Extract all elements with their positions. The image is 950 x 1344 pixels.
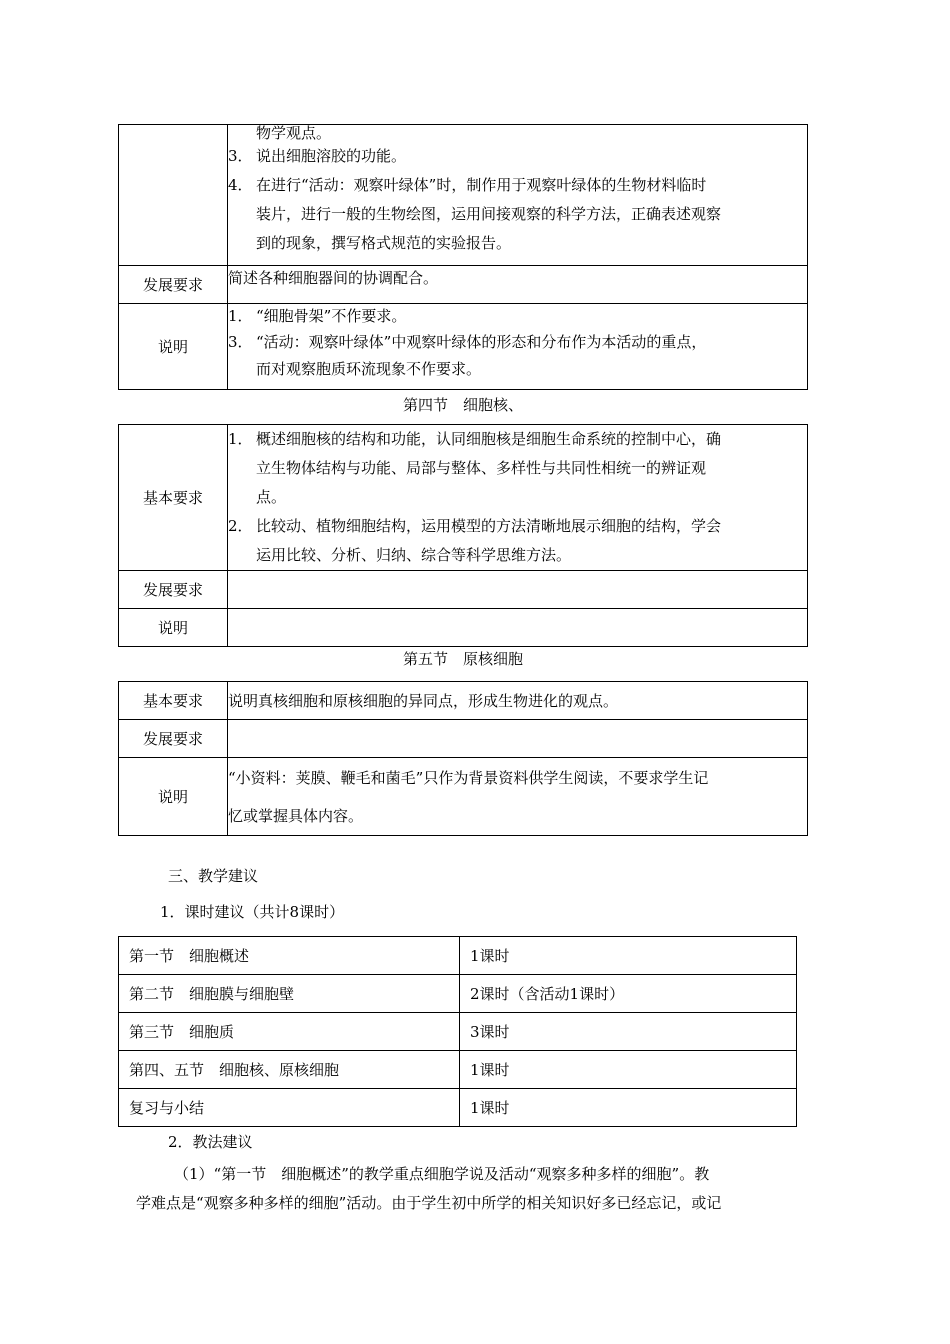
item-number: 3．: [228, 147, 253, 165]
note-item: [228, 304, 807, 328]
dev-text: 简述各种细胞器间的协调配合。: [228, 269, 439, 287]
hours-value-cell: 3课时: [460, 1013, 797, 1051]
development-requirements-label: 发展要求: [119, 266, 228, 304]
hours-subheading: 1．课时建议（共计8课时）: [160, 903, 345, 921]
hours-section-cell: 第四、五节 细胞核、原核细胞: [119, 1051, 460, 1089]
hours-section-cell: 第一节 细胞概述: [119, 937, 460, 975]
section4-title: 第四节 细胞核、: [402, 396, 523, 414]
basic-line: 物学观点。: [256, 124, 332, 142]
item-text: “细胞骨架”不作要求。: [256, 307, 407, 325]
basic-item: [228, 142, 807, 171]
item-number: 3．: [228, 333, 253, 351]
development-requirements-label: 发展要求: [119, 720, 228, 758]
hours-row: [119, 1051, 797, 1089]
note-line: 忆或掌握具体内容。: [228, 806, 364, 825]
development-requirements-row: [119, 720, 808, 758]
hours-value-cell: 1课时: [460, 937, 797, 975]
basic-line: 点。: [256, 488, 287, 506]
development-requirements-text: [228, 571, 808, 609]
basic-requirements-row: [119, 125, 808, 266]
hours-value-cell: 2课时（含活动1课时）: [460, 975, 797, 1013]
basic-requirements-label: 基本要求: [119, 682, 228, 720]
basic-requirements-row: [119, 425, 808, 571]
basic-line: 到的现象，撰写格式规范的实验报告。: [256, 234, 512, 252]
basic-item: [228, 512, 807, 541]
item-text: “活动：观察叶绿体”中观察叶绿体的形态和分布作为本活动的重点，: [256, 333, 707, 351]
section5-requirements-table: [118, 681, 808, 836]
development-requirements-label: 发展要求: [119, 571, 228, 609]
basic-requirements-text: 说明真核细胞和原核细胞的异同点，形成生物进化的观点。: [228, 682, 808, 720]
hours-row: [119, 1089, 797, 1127]
basic-item: [228, 171, 807, 200]
class-hours-table: [118, 936, 797, 1127]
method-subheading: 2．教法建议: [168, 1133, 253, 1151]
note-item: [228, 328, 807, 357]
item-text: 比较动、植物细胞结构，运用模型的方法清晰地展示细胞的结构，学会: [256, 517, 722, 535]
note-label: 说明: [119, 304, 228, 390]
paragraph-line: （1）“第一节 细胞概述”的教学重点细胞学说及活动“观察多种多样的细胞”。教: [174, 1165, 710, 1183]
basic-line: 运用比较、分析、归纳、综合等科学思维方法。: [256, 546, 572, 564]
item-number: 1．: [228, 430, 253, 448]
hours-value-cell: 1课时: [460, 1051, 797, 1089]
note-content: [228, 758, 808, 836]
hours-section-cell: 复习与小结: [119, 1089, 460, 1127]
teaching-heading: 三、教学建议: [168, 867, 259, 885]
note-row: [119, 609, 808, 647]
note-row: [119, 758, 808, 836]
item-number: 4．: [228, 176, 253, 194]
note-label: 说明: [119, 609, 228, 647]
paragraph-line: 学难点是“观察多种多样的细胞”活动。由于学生初中所学的相关知识好多已经忘记，或记: [136, 1194, 722, 1212]
basic-requirements-label: 基本要求: [119, 425, 228, 571]
section4-requirements-table: [118, 424, 808, 647]
basic-requirements-content: [228, 425, 808, 571]
note-content: [228, 304, 808, 390]
item-text: 概述细胞核的结构和功能，认同细胞核是细胞生命系统的控制中心，确: [256, 430, 722, 448]
note-line: “小资料：荚膜、鞭毛和菌毛”只作为背景资料供学生阅读，不要求学生记: [228, 768, 709, 787]
basic-requirements-row: [119, 682, 808, 720]
note-line: 而对观察胞质环流现象不作要求。: [256, 360, 482, 378]
hours-value-cell: 1课时: [460, 1089, 797, 1127]
development-requirements-row: [119, 266, 808, 304]
item-text: 在进行“活动：观察叶绿体”时，制作用于观察叶绿体的生物材料临时: [256, 176, 707, 194]
section5-title: 第五节 原核细胞: [402, 650, 523, 668]
note-row: [119, 304, 808, 390]
hours-section-cell: 第三节 细胞质: [119, 1013, 460, 1051]
development-requirements-row: [119, 571, 808, 609]
hours-row: [119, 975, 797, 1013]
note-label: 说明: [119, 758, 228, 836]
hours-section-cell: 第二节 细胞膜与细胞壁: [119, 975, 460, 1013]
hours-row: [119, 937, 797, 975]
basic-requirements-label: [119, 125, 228, 266]
hours-row: [119, 1013, 797, 1051]
basic-line: 立生物体结构与功能、局部与整体、多样性与共同性相统一的辨证观: [256, 459, 707, 477]
basic-item: [228, 425, 807, 454]
development-requirements-text: [228, 720, 808, 758]
item-text: 说出细胞溶胶的功能。: [256, 147, 407, 165]
item-number: 2．: [228, 517, 253, 535]
item-number: 1．: [228, 307, 253, 325]
note-content: [228, 609, 808, 647]
basic-line: 装片，进行一般的生物绘图，运用间接观察的科学方法，正确表述观察: [256, 205, 722, 223]
development-requirements-text: [228, 266, 808, 304]
basic-requirements-content: [228, 125, 808, 266]
section3-requirements-table: [118, 124, 808, 390]
